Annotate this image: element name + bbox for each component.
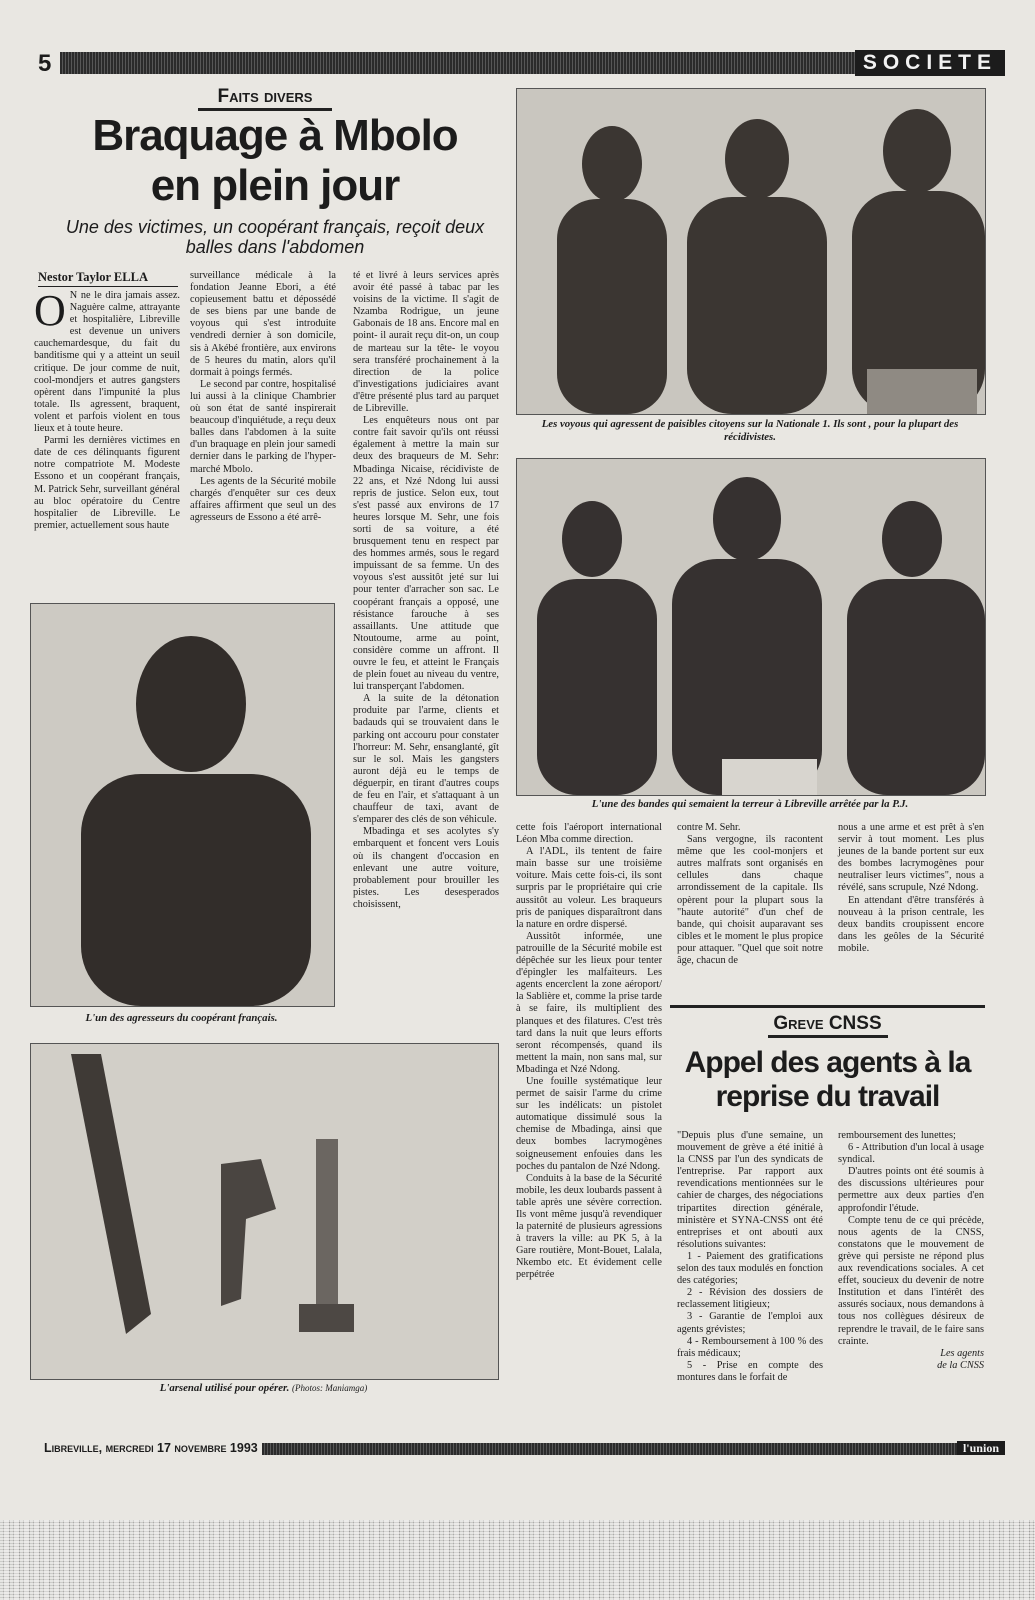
sidebar-paragraph: "Depuis plus d'une semaine, un mouvement de grève a été initié à la CNSS par l'un des syndicats de l'entreprise. Par rapport aux revendications mentionnées sur le cahier de charges, des négociations tripartites direction générale, ministère et SYNA-CNSS ont été entreprises et ont abouti aux résolutions suivantes: (677, 1130, 823, 1250)
photo-aggressor (30, 603, 335, 1007)
photo-aggressor-caption: L'un des agresseurs du coopérant français. (85, 1012, 278, 1024)
sidebar-top-rule (670, 1005, 985, 1008)
photo-suspects-trio-caption: Les voyous qui agressent de paisibles citoyens sur la Nationale 1. Ils sont , pour la plupart des récidivistes. (541, 418, 959, 443)
article-column-4 (516, 822, 662, 1377)
article-paragraph: Sans vergogne, ils racontent même que les cool-monjers et autres malfrats sont organisés en cellules dans chaque arrondissement de la capitale. Ils opèrent pour la plupart sous la "haute autorité" d'un chef de bande, qui choisit auparavant ses cibles et le moment le plus propice pour attaquer. "Quel que soit notre âge, chacun de (677, 834, 823, 967)
article-paragraph: contre M. Sehr. (677, 822, 741, 833)
article-paragraph: A la suite de la détonation produite par l'arme, clients et badauds qui se trouvaient dans le parking ont accouru pour constater l'horreur: M. Sehr, ensanglanté, gît sur le sol. Mais les gangsters auront déjà eu le temps de déguerpir, en tirant d'autres coups de feu en l'air, et s'attaquant à un chauffeur de taxi, avant de s'emparer des clés de son véhicule. (353, 693, 499, 826)
sidebar-signature-line2: de la CNSS (937, 1360, 984, 1371)
photo-suspects-trio (516, 88, 986, 415)
page-number: 5 (38, 50, 52, 77)
article-paragraph: Aussitôt informée, une patrouille de la Sécurité mobile est dépêchée sur les lieux pour tenter d'épingler les malfaiteurs. Les agents encerclent la zone aéroport/ la Sablière et, comme la prise tarde à se faire, ils multiplient des planques et des filatures. C'est très tard dans la nuit que leurs efforts seront récompensés, quand ils mettent la main, non sans mal, sur Mbadinga et Nzé Ndong. (516, 930, 662, 1075)
article-headline-line2: en plein jour (150, 161, 400, 210)
article-paragraph: té et livré à leurs services après avoir été passé à tabac par les voisins de la victime. Il s'agit de Nzamba Rodrigue, un jeune Gabonais de 18 ans. Encore mal en point- il aurait reçu dit-on, un coup de marteau sur la tête- le voyou sera transféré prochainement à la direction de la police d'investigations judiciaires avant d'être présenté plus tard au parquet de Libreville. (353, 270, 499, 415)
sidebar-list-item: 6 - Attribution d'un local à usage syndical. (838, 1142, 984, 1166)
article-column-2 (190, 270, 336, 595)
sidebar-paragraph: D'autres points ont été soumis à des discussions ultérieures pour permettre aux deux parties d'en approfondir l'étude. (838, 1166, 984, 1214)
section-title: SOCIETE (855, 50, 1005, 76)
article-paragraph: surveillance médicale à la fondation Jeanne Ebori, a été copieusement battu et dépossédé de ses biens par une bande de voyous qui s'est introduite vendredi dernier à son domicile, sis à Akébé frontière, aux environs de 5 heures du matin, alors qu'il dormait à poings fermés. (190, 270, 336, 378)
photo-arsenal (30, 1043, 499, 1380)
photo-gang-arrested-caption: L'une des bandes qui semaient la terreur à Libreville arrêtée par la P.J. (591, 798, 909, 810)
article-paragraph: Les agents de la Sécurité mobile chargés d'enquêter sur ces deux affaires affirment que seul un des agresseurs de Essono a été arrê- (190, 475, 336, 523)
sidebar-list-item: 4 - Remboursement à 100 % des frais médicaux; (677, 1335, 823, 1359)
scan-artifact-strip (0, 1520, 1035, 1600)
sidebar-kicker: Greve CNSS (773, 1013, 882, 1034)
photo-gang-arrested-image (517, 459, 985, 795)
article-paragraph: Conduits à la base de la Sécurité mobile, les deux loubards passent à table après une sévère correction. Ils vont même jusqu'à revendiquer la paternité de plusieurs agressions à travers la ville: au PK 5, à la Gare routière, Mont-Bouet, Lalala, Nkembo etc. Et évidement celle perpétrée (516, 1172, 662, 1281)
sidebar-list-item: 3 - Garantie de l'emploi aux agents grévistes; (677, 1311, 823, 1335)
sidebar-list-item: 5 - Prise en compte des montures dans le forfait de (677, 1359, 823, 1383)
sidebar-headline-line1: Appel des agents à la (684, 1046, 971, 1079)
sidebar-signature-line1: Les agents (940, 1348, 984, 1359)
photo-credit: (Photos: Maniamga) (292, 1383, 368, 1393)
article-headline-line1: Braquage à Mbolo (92, 111, 458, 160)
article-deck: Une des victimes, un coopérant français, reçoit deux balles dans l'abdomen (65, 217, 485, 257)
sidebar-signature (838, 1348, 984, 1372)
article-column-6 (838, 822, 984, 992)
article-paragraph: Une fouille systématique leur permet de saisir l'arme du crime sur les indélicats: un pistolet automatique dissimulé sous la chemise de Mbadinga, ainsi que deux bombes lacrymogènes soigneusement enfouies dans les poches du pantalon de Nzé Ndong. (516, 1075, 662, 1172)
photo-suspects-trio-image (517, 89, 985, 414)
article-column-3 (353, 270, 499, 1030)
article-kicker: Faits divers (217, 86, 313, 107)
article-paragraph: En attendant d'être transférés à nouveau à la prison centrale, les deux bandits croupissent encore dans les geôles de la Sécurité mobile. (838, 894, 984, 954)
article-paragraph: nous a une arme et est prêt à s'en servir à tout moment. Les plus jeunes de la bande portent sur eux des bombes lacrymogènes pour neutraliser leurs victimes", nous a révélé, sans scrupule, Nzé Ndong. (838, 822, 984, 894)
article-paragraph: Les enquêteurs nous ont par contre fait savoir qu'ils ont réussi également à mettre la main sur deux des braqueurs de M. Sehr: Mbadinga Nicaise, récidiviste de 22 ans, et Nzé Ndong lui aussi repris de justice. Selon eux, tout s'est passé aux environs de 17 heures lorsque M. Sehr, une fois sorti de sa voiture, a été brusquement tenu en respect par des hommes armés, sous le regard impuissant de sa femme. Un des voyous s'est aussitôt jeté sur lui pour tenter d'arracher son sac. Le coopérant français a opposé, une résistance farouche à ses assaillants. Une attitude que Ntoutoume, arme au point, considère comme un affront. Il ouvre le feu, et atteint le Français de plein fouet au niveau du ventre, lui transperçant l'abdomen. (353, 415, 499, 693)
article-column-5 (677, 822, 823, 992)
article-paragraph: A l'ADL, ils tentent de faire main basse sur une troisième voiture. Mais cette fois-ci, ils sont surpris par le propriétaire qui crie aussitôt au voleur. Les braqueurs pris de paniques disparaîtront dans la nature en ordre dispersé. (516, 846, 662, 930)
article-column-1 (34, 286, 180, 595)
footer-date: Libreville, mercredi 17 novembre 1993 (40, 1440, 262, 1456)
article-byline: Nestor Taylor ELLA (38, 270, 178, 287)
footer-newspaper-name: l'union (957, 1441, 1005, 1455)
article-paragraph: Parmi les dernières victimes en date de ces délinquants figurent notre compatriote M. Modeste Essono et un coopérant français, M. Patrick Sehr, surveillant général au bloc opératoire du Centre hospitalier de Libreville. Le premier, actuellement sous haute (34, 435, 180, 531)
photo-aggressor-image (31, 604, 334, 1006)
sidebar-kicker-rule (768, 1035, 888, 1038)
article-paragraph: Le second par contre, hospitalisé lui aussi à la clinique Chambrier où son état de santé inspirerait beaucoup d'inquiétude, a reçu deux balles dans l'abdomen à la suite d'un braquage en plein jour samedi dernier dans le parking de l'hyper-marché Mbolo. (190, 378, 336, 475)
photo-arsenal-image (31, 1044, 498, 1379)
sidebar-list-item: 2 - Révision des dossiers de reclassement litigieux; (677, 1287, 823, 1311)
sidebar-headline-line2: reprise du travail (715, 1080, 940, 1113)
photo-arsenal-caption (30, 1382, 497, 1395)
sidebar-list-item: 1 - Paiement des gratifications selon des taux modulés en fonction des catégories; (677, 1250, 823, 1287)
article-paragraph: N ne le dira jamais assez. Naguère calme, attrayante et hospitalière, Libreville est devenue un univers cauchemardesque, du fait du banditisme qui y a atteint un seuil critique. De jour comme de nuit, cool-mondjers et autres gangsters opèrent dans l'impunité la plus totale. Ils agressent, braquent, volent et parfois violent en tous lieux et à toute heure. (34, 290, 180, 435)
sidebar-list-item: remboursement des lunettes; (838, 1130, 956, 1141)
article-paragraph: Mbadinga et ses acolytes s'y embarquent et foncent vers Louis où ils changent d'occasion en enlevant une autre voiture, probablement pour brouiller les pistes. Les desesperados choisissent, (353, 826, 499, 910)
sidebar-paragraph: Compte tenu de ce qui précède, nous agents de la CNSS, constatons que le mouvement de grève qui persiste ne répond plus aux revendications sociales. A cet effet, soucieux du devenir de notre Institution et dans l'intérêt des assurés sociaux, nous demandons à tous nos collègues désireux de reprendre le travail, de le faire sans crainte. (838, 1214, 984, 1347)
photo-gang-arrested (516, 458, 986, 796)
sidebar-column-1 (677, 1130, 823, 1383)
drop-cap: O (34, 286, 66, 335)
sidebar-column-2 (838, 1130, 984, 1347)
article-paragraph: cette fois l'aéroport international Léon Mba comme direction. (516, 822, 662, 846)
photo-arsenal-caption-text: L'arsenal utilisé pour opérer. (159, 1382, 290, 1394)
